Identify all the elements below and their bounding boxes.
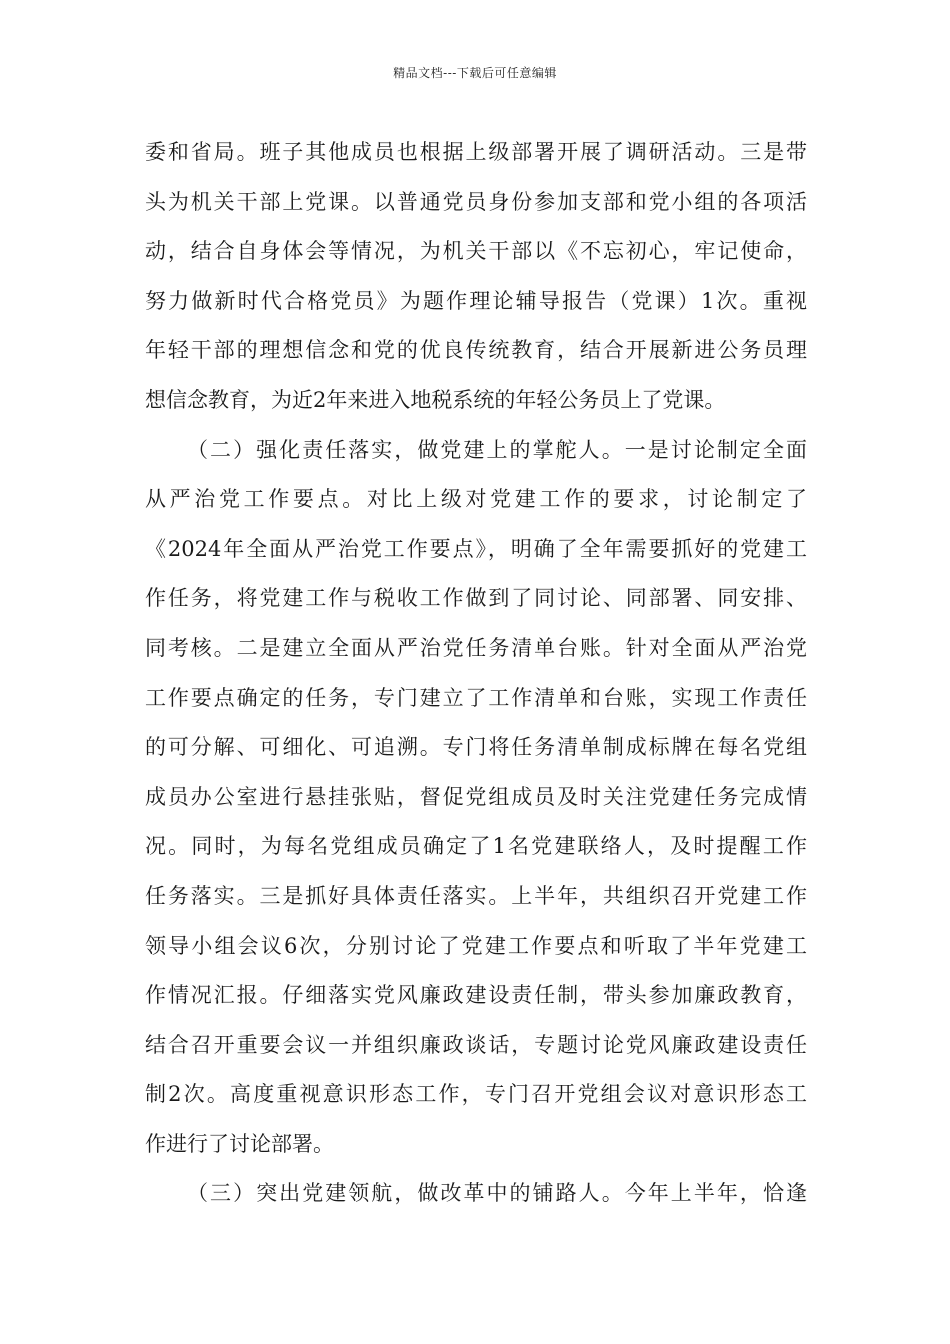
text-line: 从严治党工作要点。对比上级对党建工作的要求，讨论制定了 xyxy=(145,487,807,512)
text-line: （三）突出党建领航，做改革中的铺路人。今年上半年，恰逢 xyxy=(187,1181,807,1206)
text-line: 任务落实。三是抓好具体责任落实。上半年，共组织召开党建工作 xyxy=(145,883,807,908)
page-header: 精品文档---下载后可任意编辑 xyxy=(393,66,557,80)
text-line: 动，结合自身体会等情况，为机关干部以《不忘初心，牢记使命， xyxy=(145,239,807,264)
text-line: 头为机关干部上党课。以普通党员身份参加支部和党小组的各项活 xyxy=(145,189,807,214)
text-line: （二）强化责任落实，做党建上的掌舵人。一是讨论制定全面 xyxy=(187,437,807,462)
text-line: 作情况汇报。仔细落实党风廉政建设责任制，带头参加廉政教育， xyxy=(145,983,807,1008)
text-line: 领导小组会议6次，分别讨论了党建工作要点和听取了半年党建工 xyxy=(145,933,807,958)
text-line: 同考核。二是建立全面从严治党任务清单台账。针对全面从严治党 xyxy=(145,635,807,660)
text-line: 制2次。高度重视意识形态工作，专门召开党组会议对意识形态工 xyxy=(145,1082,807,1107)
text-line: 年轻干部的理想信念和党的优良传统教育，结合开展新进公务员理 xyxy=(145,338,807,363)
text-line: 作进行了讨论部署。 xyxy=(145,1131,334,1156)
text-line: 努力做新时代合格党员》为题作理论辅导报告（党课）1次。重视 xyxy=(145,288,807,313)
text-line: 委和省局。班子其他成员也根据上级部署开展了调研活动。三是带 xyxy=(145,140,807,164)
text-line: 想信念教育，为近2年来进入地税系统的年轻公务员上了党课。 xyxy=(145,387,726,412)
text-line: 结合召开重要会议一并组织廉政谈话，专题讨论党风廉政建设责任 xyxy=(145,1032,807,1057)
text-line: 的可分解、可细化、可追溯。专门将任务清单制成标牌在每名党组 xyxy=(145,735,807,760)
text-line: 《2024年全面从严治党工作要点》，明确了全年需要抓好的党建工 xyxy=(145,536,807,561)
text-line: 况。同时，为每名党组成员确定了1名党建联络人，及时提醒工作 xyxy=(145,834,807,859)
text-line: 工作要点确定的任务，专门建立了工作清单和台账，实现工作责任 xyxy=(145,685,807,710)
text-line: 作任务，将党建工作与税收工作做到了同讨论、同部署、同安排、 xyxy=(145,586,807,611)
text-line: 成员办公室进行悬挂张贴，督促党组成员及时关注党建任务完成情 xyxy=(145,784,807,809)
body-text xyxy=(145,128,807,1219)
